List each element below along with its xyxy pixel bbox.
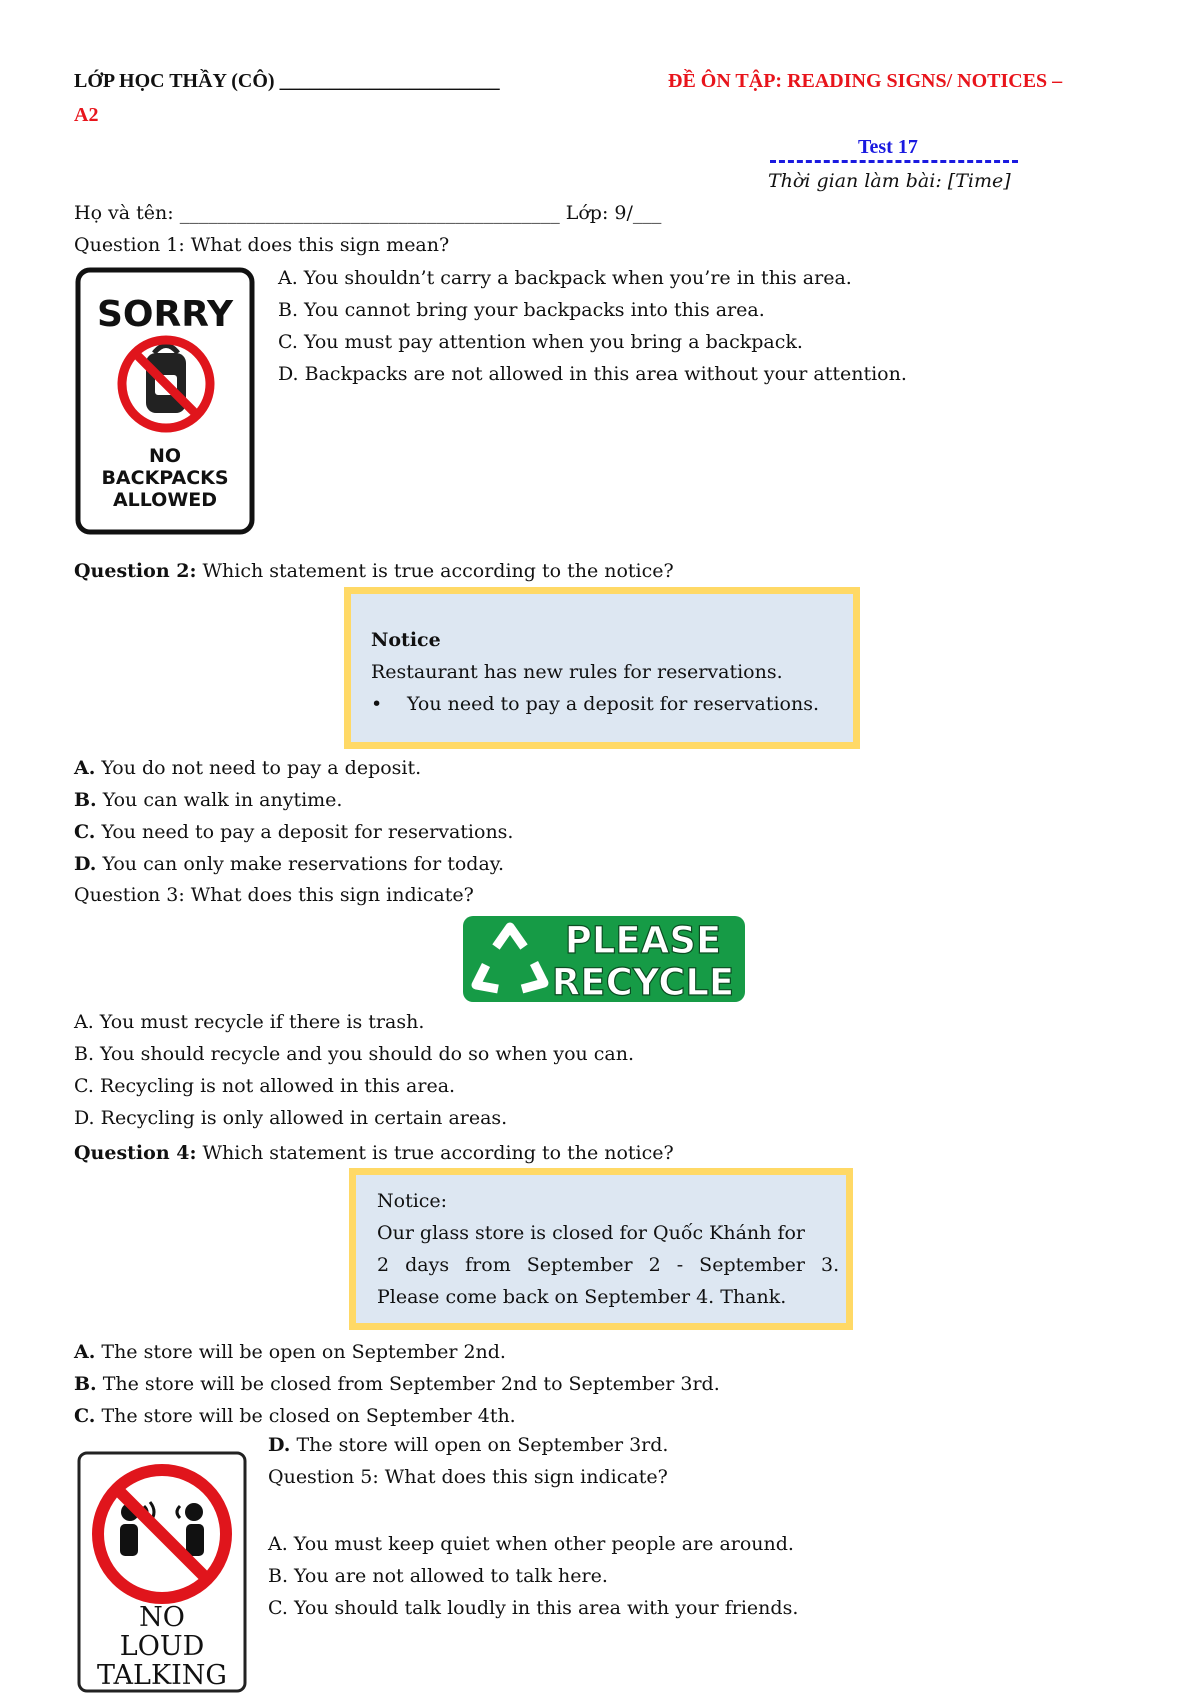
q5-prompt: Question 5: What does this sign indicate? [268,1466,668,1488]
q4-notice-line-3: 2 days from September 2 - September 3. [377,1254,840,1276]
please-recycle-sign [462,915,746,1003]
q5-option-a: A. You must keep quiet when other people are around. [268,1533,794,1555]
no-backpacks-sign [74,266,258,536]
q1-option-d: D. Backpacks are not allowed in this area without your attention. [278,363,907,385]
q5-option-c: C. You should talk loudly in this area with your friends. [268,1597,799,1619]
test-dashed-line [770,160,1018,163]
time-label: Thời gian làm bài: [Time] [768,170,1011,192]
q2-notice-bullet-item [371,688,853,720]
q1-option-b: B. You cannot bring your backpacks into this area. [278,299,765,321]
recycle-line2: RECYCLE [551,961,735,1003]
test-name: Test 17 [858,136,918,158]
bullet-icon: • [371,693,383,715]
q2-option-b: B. You can walk in anytime. [74,789,343,811]
q5-option-b: B. You are not allowed to talk here. [268,1565,608,1587]
q1-option-c: C. You must pay attention when you bring a backpack. [278,331,803,353]
class-label: LỚP HỌC THẦY (CÔ) ______________________ [74,70,500,92]
sign-allowed-text: ALLOWED [112,489,218,511]
q1-option-a: A. You shouldn’t carry a backpack when you’re in this area. [278,267,852,289]
q2-prompt-text: Which statement is true according to the notice? [196,560,674,582]
q2-option-a: A. You do not need to pay a deposit. [74,757,422,779]
q1-options [278,262,907,390]
q2-notice-title: Notice [371,629,441,651]
q4-options-abc [74,1336,720,1432]
q3-prompt: Question 3: What does this sign indicate? [74,884,474,906]
sign-backpacks-text: BACKPACKS [101,467,229,489]
q4-notice-line-2: Our glass store is closed for Quốc Khánh for [377,1222,805,1244]
q2-notice-box [344,587,860,749]
q4-option-d: D. The store will open on September 3rd. [268,1434,669,1456]
q2-label: Question 2: [74,560,197,582]
q3-option-d: D. Recycling is only allowed in certain areas. [74,1107,508,1129]
q4-prompt [74,1142,674,1164]
q1-prompt: Question 1: What does this sign mean? [74,234,450,256]
q4-prompt-text: Which statement is true according to the notice? [196,1142,674,1164]
sign-no-text: NO [139,1602,185,1633]
q3-option-a: A. You must recycle if there is trash. [74,1011,425,1033]
exam-title: ĐỀ ÔN TẬP: READING SIGNS/ NOTICES – [668,70,1063,92]
q2-option-c: C. You need to pay a deposit for reservations. [74,821,514,843]
q4-option-a: A. The store will be open on September 2nd. [74,1341,506,1363]
student-info-line: Họ và tên: ________________________________________ Lớp: 9/___ [74,202,662,224]
q2-option-d: D. You can only make reservations for today. [74,853,505,875]
q5-options [268,1528,798,1624]
q2-notice-bullet-text: You need to pay a deposit for reservations. [407,693,820,715]
q4-notice-box [349,1168,853,1330]
q3-options [74,1006,634,1134]
q4-label: Question 4: [74,1142,197,1164]
q2-prompt [74,560,674,582]
q4-option-b: B. The store will be closed from September 2nd to September 3rd. [74,1373,720,1395]
sign-loud-text: LOUD [119,1631,205,1662]
q4-option-c: C. The store will be closed on September 4th. [74,1405,516,1427]
q4-notice-line-4: Please come back on September 4. Thank. [377,1286,787,1308]
q3-option-c: C. Recycling is not allowed in this area. [74,1075,456,1097]
q2-notice-line: Restaurant has new rules for reservations. [371,661,783,683]
exam-level: A2 [74,104,99,126]
recycle-line1: PLEASE [564,919,722,962]
sign-talking-text: TALKING [97,1660,227,1691]
sign-sorry-text: SORRY [96,294,234,335]
q3-option-b: B. You should recycle and you should do so when you can. [74,1043,635,1065]
q4-notice-line-1: Notice: [377,1190,448,1212]
sign-no-text: NO [148,445,182,467]
no-loud-talking-sign [76,1450,248,1694]
q2-options [74,752,513,880]
